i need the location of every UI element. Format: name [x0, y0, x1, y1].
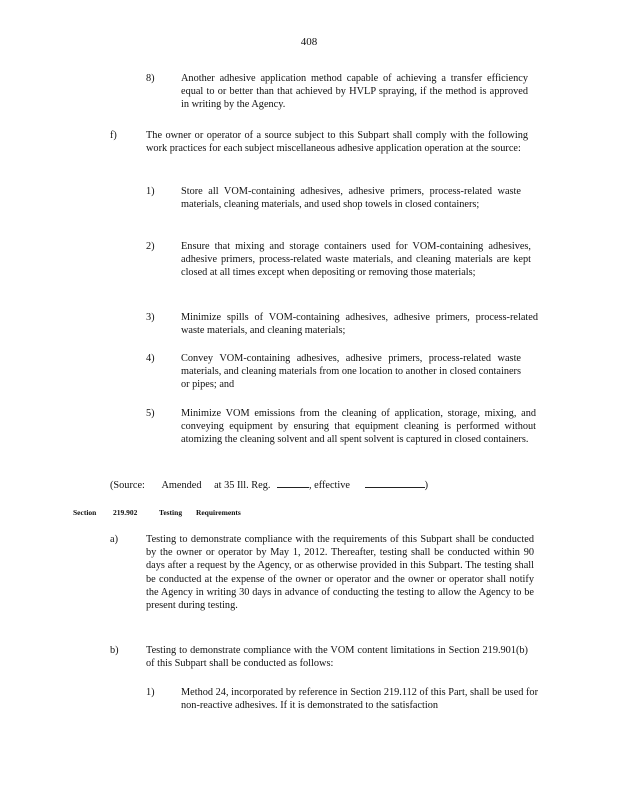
item-f1-label: 1) — [146, 186, 155, 197]
item-f2-text: Ensure that mixing and storage containers used for VOM-containing adhesives, adhesive primers, process-related waste materials, and cleaning materials are kept closed at all times except when depositing or removing those materials; — [181, 241, 531, 279]
item-b-label: b) — [110, 645, 119, 656]
item-a-label: a) — [110, 534, 118, 545]
item-f5-label: 5) — [146, 408, 155, 419]
item-b1-label: 1) — [146, 687, 155, 698]
item-f5-text: Minimize VOM emissions from the cleaning of application, storage, mixing, and conveying equipment by ensuring that equipment cleaning is performed without atomizing the cleaning solvent and all spent solvent is captured in closed containers. — [181, 408, 536, 446]
reg-page-blank — [277, 477, 309, 488]
source-reg: at 35 Ill. Reg. — [214, 480, 271, 491]
item-f3-text: Minimize spills of VOM-containing adhesives, adhesive primers, process-related waste materials, and cleaning materials; — [181, 312, 538, 337]
section-word: Section — [73, 508, 97, 517]
source-amended: Amended — [161, 480, 202, 491]
item-b1-text: Method 24, incorporated by reference in Section 219.112 of this Part, shall be used for non-reactive adhesives. If it is demonstrated to the satisfaction — [181, 687, 538, 712]
section-title: Testing Requirements — [159, 508, 241, 517]
item-f2-label: 2) — [146, 241, 155, 252]
section-number: 219.902 — [113, 508, 138, 517]
item-f-text: The owner or operator of a source subject to this Subpart shall comply with the following work practices for each subject miscellaneous adhesive application operation at the source: — [146, 130, 528, 155]
source-note — [110, 477, 428, 492]
item-f-label: f) — [110, 130, 117, 141]
source-effective: , effective — [309, 480, 350, 491]
item-a-text: Testing to demonstrate compliance with the requirements of this Subpart shall be conducted by the owner or operator by May 1, 2012. Thereafter, testing shall be conducted within 90 days after a request by the Agency, or as otherwise provided in this Subpart. The testing shall be conducted at the expense of the owner or operator and the owner or operator shall notify the Agency in writing 30 days in advance of conducting the testing to allow the Agency to be present during testing. — [146, 534, 534, 612]
source-prefix: (Source: — [110, 480, 145, 491]
item-f3-label: 3) — [146, 312, 155, 323]
item-8-label: 8) — [146, 73, 155, 84]
effective-date-blank — [365, 477, 425, 488]
page-number: 408 — [300, 36, 318, 48]
item-f4-text: Convey VOM-containing adhesives, adhesive primers, process-related waste materials, and cleaning materials from one location to another in closed containers or pipes; and — [181, 353, 521, 391]
item-b-text: Testing to demonstrate compliance with the VOM content limitations in Section 219.901(b) of this Subpart shall be conducted as follows: — [146, 645, 528, 670]
item-f1-text: Store all VOM-containing adhesives, adhesive primers, process-related waste materials, cleaning materials, and used shop towels in closed containers; — [181, 186, 521, 211]
item-8-text: Another adhesive application method capable of achieving a transfer efficiency equal to or better than that achieved by HVLP spraying, if the method is approved in writing by the Agency. — [181, 73, 528, 111]
item-f4-label: 4) — [146, 353, 155, 364]
source-close: ) — [424, 480, 428, 491]
